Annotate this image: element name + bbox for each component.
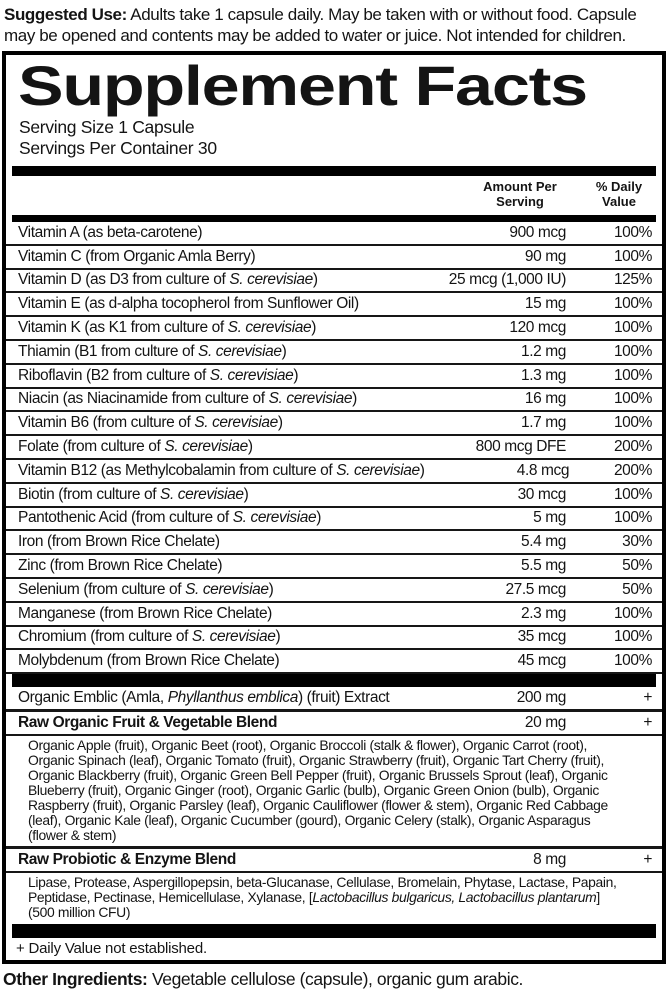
amount-per-serving: 20 mg xyxy=(524,714,566,732)
latin-name-italic: S. cerevisiae xyxy=(185,580,269,598)
nutrient-name xyxy=(18,343,416,361)
text-segment: Selenium (from culture of xyxy=(18,580,186,598)
serving-size: Serving Size 1 Capsule xyxy=(19,117,195,137)
amount-per-serving: 2.3 mg xyxy=(521,604,566,622)
latin-name-italic: S. cerevisiae xyxy=(164,438,248,456)
amount-per-serving: 5.5 mg xyxy=(521,557,566,575)
daily-value: 100% xyxy=(613,652,652,670)
divider-bar-middle xyxy=(12,674,656,687)
daily-value: 100% xyxy=(613,319,652,337)
text-segment: Biotin (from culture of xyxy=(18,485,161,503)
daily-value: + xyxy=(643,714,652,732)
divider-bar-bottom xyxy=(12,924,656,938)
text-segment: ] (500 million CFU) xyxy=(28,889,600,921)
latin-name-italic: S. cerevisiae xyxy=(198,342,282,360)
other-ingredients-text: Vegetable cellulose (capsule), organic gum arabic. xyxy=(151,969,524,989)
latin-name-italic: S. cerevisiae xyxy=(227,319,312,337)
divider-bar-header xyxy=(12,215,656,222)
text-segment: ) xyxy=(312,271,318,289)
nutrient-row xyxy=(6,460,662,484)
servings-per-container: Servings Per Container 30 xyxy=(19,138,217,158)
nutrient-row xyxy=(6,579,662,603)
text-segment: ) (fruit) Extract xyxy=(297,689,390,707)
text-segment: Vitamin C (from Organic Amla Berry) xyxy=(18,247,256,265)
nutrient-name xyxy=(18,486,416,504)
nutrient-row xyxy=(6,627,662,651)
amount-per-serving: 900 mcg xyxy=(509,223,566,241)
daily-value: 200% xyxy=(613,461,652,479)
daily-value: 50% xyxy=(622,557,652,575)
text-segment: Riboflavin (B2 from culture of xyxy=(18,366,210,384)
nutrient-name xyxy=(18,509,416,527)
daily-value: 100% xyxy=(613,223,652,241)
amount-per-serving: 200 mg xyxy=(516,689,566,707)
nutrient-row xyxy=(6,436,662,460)
amount-per-serving: 16 mg xyxy=(524,390,566,408)
text-segment: Molybdenum (from Brown Rice Chelate) xyxy=(18,652,280,670)
latin-name-italic: S. cerevisiae xyxy=(229,271,313,289)
latin-name-italic: S. cerevisiae xyxy=(191,628,276,646)
text-segment: ) xyxy=(277,414,283,432)
text-segment: ) xyxy=(352,390,357,408)
amount-per-serving: 90 mg xyxy=(524,247,566,265)
nutrient-name xyxy=(18,851,416,869)
amount-per-serving: 4.8 mcg xyxy=(516,461,570,479)
amount-header-line2: Serving xyxy=(496,193,544,209)
text-segment: Zinc (from Brown Rice Chelate) xyxy=(18,557,223,575)
daily-value: 30% xyxy=(622,533,652,551)
text-segment: ) xyxy=(268,580,274,598)
text-segment: ) xyxy=(419,461,425,479)
daily-value: + xyxy=(643,851,652,869)
daily-value: 100% xyxy=(613,509,652,527)
nutrient-row xyxy=(6,484,662,508)
daily-value: 100% xyxy=(613,485,652,503)
amount-column-header xyxy=(416,180,566,209)
nutrient-table xyxy=(6,222,662,674)
text-segment: Pantothenic Acid (from culture of xyxy=(18,509,233,527)
suggested-use-label: Suggested Use: xyxy=(4,5,127,24)
latin-name-italic: Lactobacillus bulgaricus, Lactobacillus plantarum xyxy=(312,889,597,906)
text-segment: Vitamin K (as K1 from culture of xyxy=(18,319,228,337)
nutrient-name xyxy=(18,605,416,623)
latin-name-italic: S. cerevisiae xyxy=(336,461,420,479)
text-segment: ) xyxy=(281,342,287,360)
text-segment: ) xyxy=(243,485,249,503)
blend-row xyxy=(6,712,662,736)
text-segment: Iron (from Brown Rice Chelate) xyxy=(18,533,220,551)
daily-value: 50% xyxy=(622,580,652,598)
nutrient-row xyxy=(6,389,662,413)
amount-per-serving: 800 mcg DFE xyxy=(475,438,566,456)
dv-header-line1: % Daily xyxy=(595,179,643,194)
text-segment: Niacin (as Niacinamide from culture of xyxy=(18,390,269,408)
column-headers xyxy=(6,176,662,215)
amount-per-serving: 5.4 mg xyxy=(521,533,566,551)
daily-value: + xyxy=(643,689,652,707)
nutrient-name xyxy=(18,295,416,313)
nutrient-row xyxy=(6,687,662,712)
nutrient-name xyxy=(18,414,416,432)
text-segment: ) xyxy=(247,438,253,456)
daily-value: 100% xyxy=(613,342,652,360)
amount-per-serving: 1.2 mg xyxy=(521,342,566,360)
text-segment: Folate (from culture of xyxy=(18,438,165,456)
daily-value-footnote: + Daily Value not established. xyxy=(16,940,207,958)
latin-name-italic: Phyllanthus emblica xyxy=(167,689,298,707)
daily-value: 100% xyxy=(613,628,652,646)
serving-info xyxy=(19,117,662,159)
text-segment: Vitamin D (as D3 from culture of xyxy=(18,271,230,289)
nutrient-name xyxy=(18,224,416,242)
amount-per-serving: 15 mg xyxy=(524,295,566,313)
amount-per-serving: 45 mcg xyxy=(517,652,566,670)
text-segment: Manganese (from Brown Rice Chelate) xyxy=(18,604,272,622)
text-segment: Raw Organic Fruit & Vegetable Blend xyxy=(18,714,278,732)
nutrient-row xyxy=(6,508,662,532)
text-segment: Vitamin B6 (from culture of xyxy=(18,414,195,432)
daily-value: 100% xyxy=(613,414,652,432)
nutrient-name xyxy=(18,581,416,599)
amount-per-serving: 1.7 mg xyxy=(521,414,566,432)
daily-value: 100% xyxy=(613,366,652,384)
nutrient-row xyxy=(6,365,662,389)
blend-ingredients xyxy=(6,736,662,849)
text-segment: ) xyxy=(311,319,316,337)
nutrient-name xyxy=(18,714,416,732)
nutrient-row xyxy=(6,293,662,317)
daily-value: 100% xyxy=(613,390,652,408)
nutrient-row xyxy=(6,222,662,246)
text-segment: Thiamin (B1 from culture of xyxy=(18,342,199,360)
latin-name-italic: S. cerevisiae xyxy=(268,390,353,408)
text-segment: Lipase, Protease, Aspergillopepsin, beta-Glucanase, Cellulase, Bromelain, Phytase, Lactase, Papain, Peptidase, Pectinase, Hemicellulase, Xylanase, [ xyxy=(28,874,617,906)
nutrient-name xyxy=(18,248,416,266)
text-segment: Organic Emblic (Amla, xyxy=(18,689,168,707)
nutrient-row xyxy=(6,603,662,627)
dv-header-line2: Value xyxy=(602,193,636,209)
divider-bar-top xyxy=(12,166,656,176)
nutrient-name xyxy=(18,533,416,551)
other-ingredients xyxy=(3,969,664,989)
amount-header-line1: Amount Per xyxy=(483,179,557,194)
amount-per-serving: 27.5 mcg xyxy=(505,580,566,598)
blend-ingredients xyxy=(6,873,662,924)
panel-title: Supplement Facts xyxy=(18,54,587,117)
text-segment: ) xyxy=(293,366,299,384)
nutrient-row xyxy=(6,317,662,341)
daily-value: 125% xyxy=(613,271,652,289)
nutrient-row xyxy=(6,412,662,436)
blend-row xyxy=(6,849,662,873)
nutrient-name xyxy=(18,652,416,670)
amount-per-serving: 30 mcg xyxy=(517,485,566,503)
latin-name-italic: S. cerevisiae xyxy=(160,485,244,503)
nutrient-name xyxy=(18,390,416,408)
amount-per-serving: 35 mcg xyxy=(517,628,566,646)
nutrient-row xyxy=(6,341,662,365)
amount-per-serving: 120 mcg xyxy=(509,319,566,337)
amount-per-serving: 25 mcg (1,000 IU) xyxy=(448,271,566,289)
nutrient-name xyxy=(18,271,416,289)
amount-per-serving: 1.3 mg xyxy=(521,366,566,384)
latin-name-italic: S. cerevisiae xyxy=(209,366,294,384)
text-segment: Vitamin B12 (as Methylcobalamin from culture of xyxy=(18,461,337,479)
nutrient-name xyxy=(18,689,416,707)
other-ingredients-label: Other Ingredients: xyxy=(3,969,148,989)
supplement-facts-panel xyxy=(2,51,666,964)
daily-value: 200% xyxy=(613,438,652,456)
amount-per-serving: 8 mg xyxy=(533,851,566,869)
nutrient-name xyxy=(18,438,416,456)
nutrient-name xyxy=(18,557,416,575)
nutrient-row xyxy=(6,555,662,579)
text-segment: Raw Probiotic & Enzyme Blend xyxy=(18,851,236,869)
nutrient-name xyxy=(18,319,416,337)
text-segment: ) xyxy=(275,628,281,646)
nutrient-name xyxy=(18,462,425,480)
daily-value-column-header xyxy=(566,180,652,209)
nutrient-row xyxy=(6,531,662,555)
text-segment: ) xyxy=(316,509,322,527)
daily-value: 100% xyxy=(613,247,652,265)
nutrient-row xyxy=(6,650,662,674)
daily-value: 100% xyxy=(613,604,652,622)
nutrient-name xyxy=(18,367,416,385)
text-segment: Chromium (from culture of xyxy=(18,628,192,646)
nutrient-row xyxy=(6,246,662,270)
text-segment: Vitamin E (as d-alpha tocopherol from Sunflower Oil) xyxy=(18,295,359,313)
latin-name-italic: S. cerevisiae xyxy=(194,414,278,432)
text-segment: Vitamin A (as beta-carotene) xyxy=(18,223,203,241)
suggested-use xyxy=(0,0,668,46)
daily-value: 100% xyxy=(613,295,652,313)
blend-table xyxy=(6,687,662,924)
suggested-use-text: Adults take 1 capsule daily. May be taken with or without food. Capsule may be opened and contents may be added to water or juice. Not intended for children. xyxy=(4,5,637,45)
latin-name-italic: S. cerevisiae xyxy=(232,509,317,527)
text-segment: Organic Apple (fruit), Organic Beet (root), Organic Broccoli (stalk & flower), Organic Carrot (root), Organic Spinach (leaf), Organic Tomato (fruit), Organic Strawberry (fruit), Organic Tart Cherry (fruit), Organic Blackberry (fruit), Organic Green Bell Pepper (fruit), Organic Brussels Sprout (leaf), Organic Blueberry (fruit), Organic Ginger (root), Organic Garlic (bulb), Organic Green Onion (bulb), Organic Raspberry (fruit), Organic Parsley (leaf), Organic Cauliflower (flower & stem), Organic Red Cabbage (leaf), Organic Kale (leaf), Organic Cucumber (gourd), Organic Celery (stalk), Organic Asparagus (flower & stem) xyxy=(28,737,608,843)
nutrient-name xyxy=(18,628,416,646)
amount-per-serving: 5 mg xyxy=(533,509,566,527)
nutrient-row xyxy=(6,270,662,294)
